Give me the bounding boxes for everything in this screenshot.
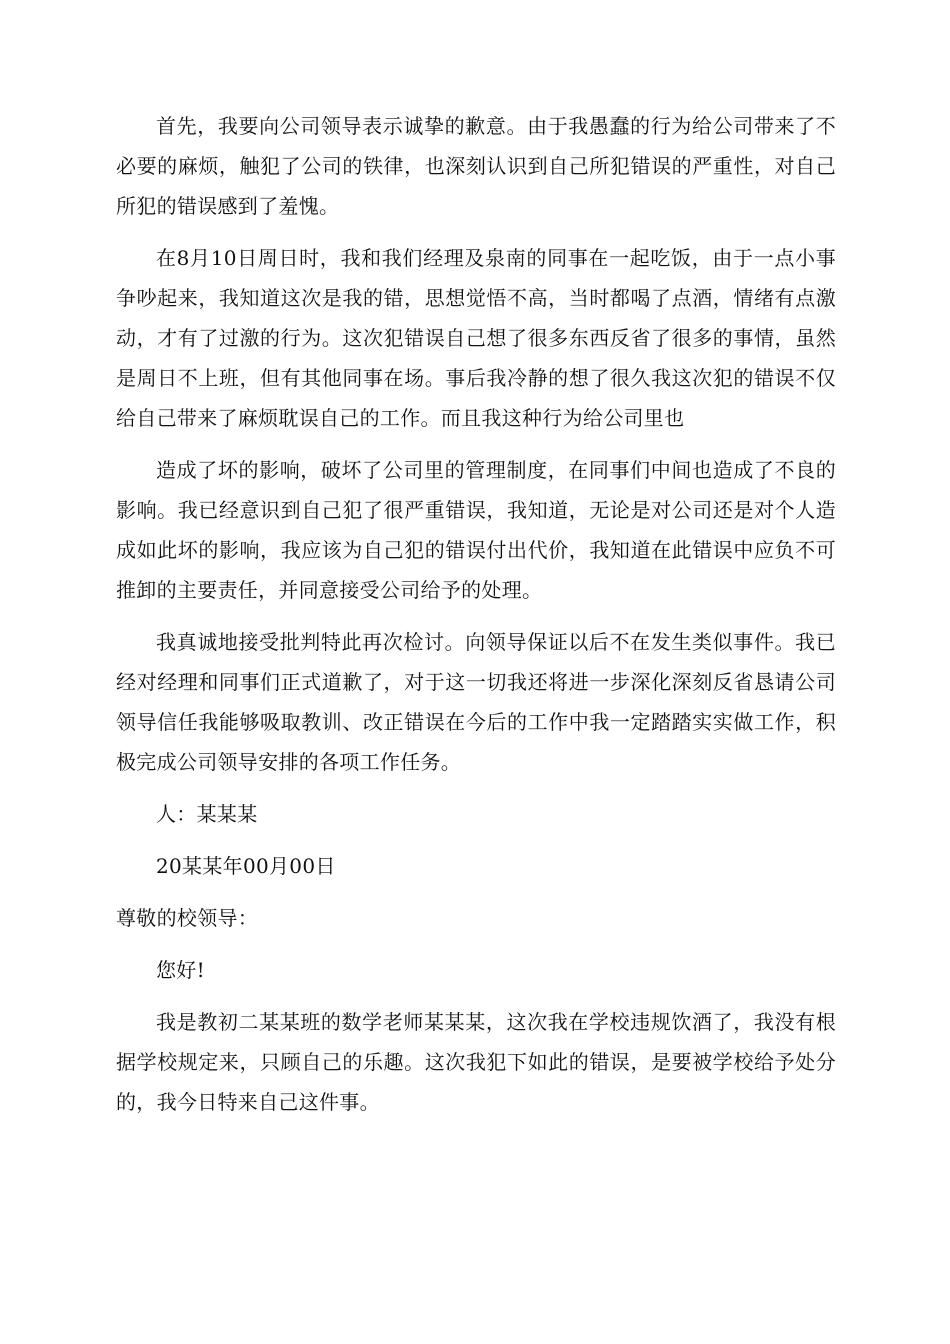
greeting: 您好!	[156, 958, 205, 982]
paragraph-pledge: 我真诚地接受批判特此再次检讨。向领导保证以后不在发生类似事件。我已经对经理和同事们正式道歉了，对于这一切我还将进一步深化深刻反省恳请公司领导信任我能够吸取教训、改正错误在今后的工作中我一定踏踏实实做工作，积极完成公司领导安排的各项工作任务。	[116, 630, 836, 774]
paragraph-apology-intro: 首先，我要向公司领导表示诚挚的歉意。由于我愚蠢的行为给公司带来了不必要的麻烦，触犯了公司的铁律，也深刻认识到自己所犯错误的严重性，对自己所犯的错误感到了羞愧。	[116, 114, 836, 218]
salutation: 尊敬的校领导：	[116, 906, 259, 930]
signature-line: 人：某某某	[156, 802, 258, 826]
paragraph-incident: 在8月10日周日时，我和我们经理及泉南的同事在一起吃饭，由于一点小事争吵起来，我知道这次是我的错，思想觉悟不高，当时都喝了点酒，情绪有点激动，才有了过激的行为。这次犯错误自己想了很多东西反省了很多的事情，虽然是周日不上班，但有其他同事在场。事后我冷静的想了很久我这次犯的错误不仅给自己带来了麻烦耽误自己的工作。而且我这种行为给公司里也	[116, 246, 836, 430]
paragraph-teacher-intro: 我是教初二某某班的数学老师某某某，这次我在学校违规饮酒了，我没有根据学校规定来，只顾自己的乐趣。这次我犯下如此的错误，是要被学校给予处分的，我今日特来自己这件事。	[116, 1010, 836, 1114]
document-body	[116, 106, 836, 1134]
paragraph-impact: 造成了坏的影响，破坏了公司里的管理制度，在同事们中间也造成了不良的影响。我已经意识到自己犯了很严重错误，我知道，无论是对公司还是对个人造成如此坏的影响，我应该为自己犯的错误付出代价，我知道在此错误中应负不可推卸的主要责任，并同意接受公司给予的处理。	[116, 458, 836, 602]
date-line: 20某某年00月00日	[156, 854, 336, 878]
